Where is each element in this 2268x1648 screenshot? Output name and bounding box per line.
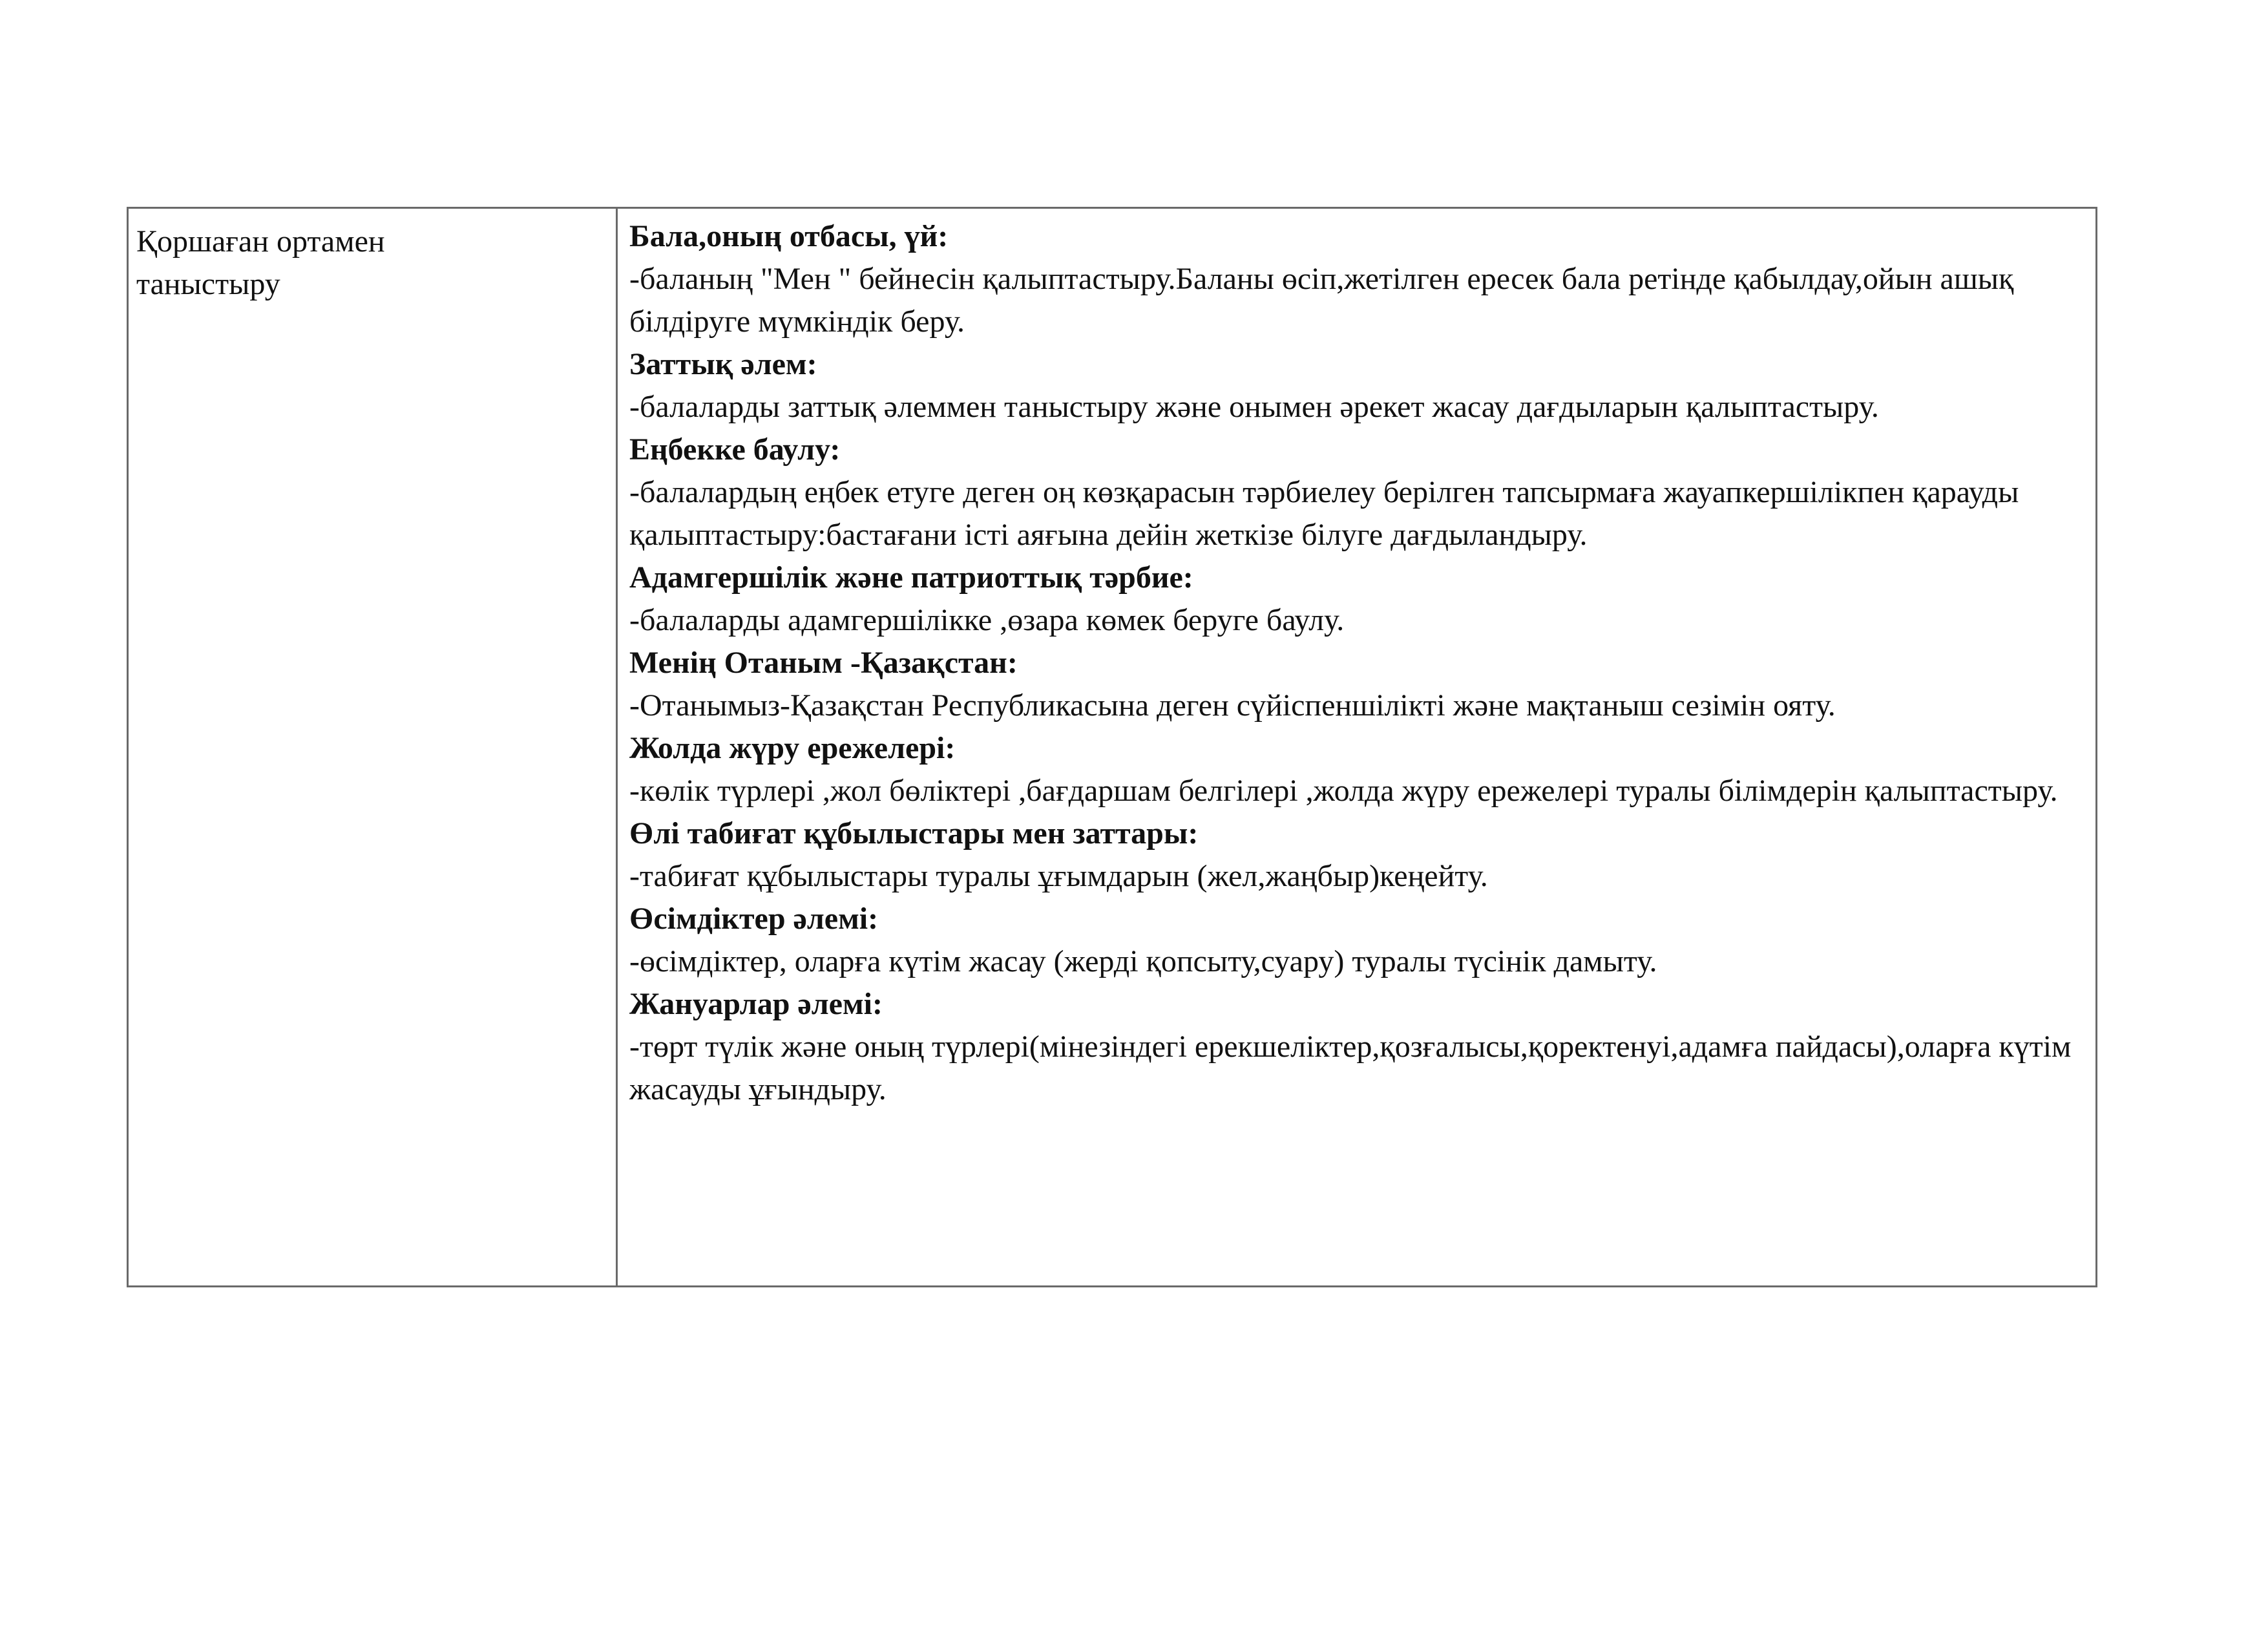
section-text: -табиғат құбылыстары туралы ұғымдарын (жел,жаңбыр)кеңейту.	[629, 859, 1488, 893]
section-text: -көлік түрлері ,жол бөліктері ,бағдаршам белгілері ,жолда жүру ережелері туралы білімдерін қалыптастыру.	[629, 774, 2058, 808]
section-heading: Өлі табиғат құбылыстары мен заттары:	[629, 816, 1199, 850]
section-text: -баланың "Мен " бейнесін қалыптастыру.Баланы өсіп,жетілген ересек бала ретінде қабылдау,ойын ашық білдіруге мүмкіндік беру.	[629, 262, 2014, 339]
section-text: -балаларды заттық әлеммен таныстыру және онымен әрекет жасау дағдыларын қалыптастыру.	[629, 390, 1879, 424]
section-heading: Заттық әлем:	[629, 347, 817, 381]
section	[629, 727, 2076, 812]
curriculum-table	[127, 207, 2097, 1287]
section	[629, 556, 2076, 642]
section-heading: Бала,оның отбасы, үй:	[629, 219, 949, 253]
section	[629, 215, 2076, 343]
section	[629, 898, 2076, 983]
section	[629, 428, 2076, 556]
section	[629, 983, 2076, 1111]
section-heading: Адамгершілік және патриоттық тәрбие:	[629, 560, 1193, 595]
section	[629, 642, 2076, 727]
section-heading: Жануарлар әлемі:	[629, 987, 883, 1021]
section-text: -төрт түлік және оның түрлері(мінезіндегі ерекшеліктер,қозғалысы,қоректенуі,адамға пайдасы),оларға күтім жасауды ұғындыру.	[629, 1030, 2072, 1106]
section-text: -балалардың еңбек етуге деген оң көзқарасын тәрбиелеу берілген тапсырмаға жауапкершілікпен қарауды қалыптастыру:бастағани істі аяғына дейін жеткізе білуге дағдыландыру.	[629, 475, 2019, 552]
subject-title: Қоршаған ортамен таныстыру	[136, 224, 385, 301]
section-text: -өсімдіктер, оларға күтім жасау (жерді қопсыту,суару) туралы түсінік дамыту.	[629, 944, 1657, 978]
section-heading: Жолда жүру ережелері:	[629, 731, 956, 765]
section-heading: Менің Отаным -Қазақстан:	[629, 646, 1018, 680]
section	[629, 812, 2076, 898]
section-heading: Өсімдіктер әлемі:	[629, 902, 879, 936]
section	[629, 343, 2076, 428]
section-heading: Еңбекке баулу:	[629, 432, 841, 467]
section-text: -балаларды адамгершілікке ,өзара көмек беруге баулу.	[629, 603, 1345, 637]
subject-cell	[129, 209, 618, 1285]
content-cell	[618, 209, 2095, 1285]
section-text: -Отанымыз-Қазақстан Республикасына деген сүйіспеншілікті және мақтаныш сезімін ояту.	[629, 688, 1836, 723]
